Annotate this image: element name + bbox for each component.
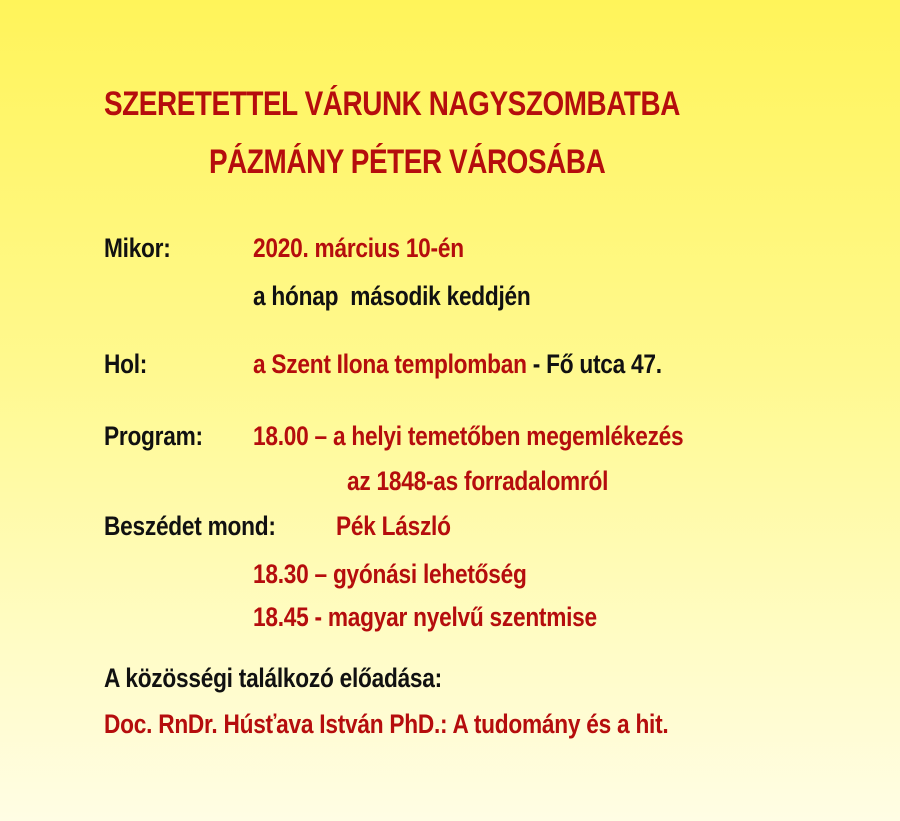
when-date: 2020. március 10-én	[253, 233, 464, 263]
title-line-1: SZERETETTEL VÁRUNK NAGYSZOMBATBA	[104, 85, 680, 123]
program-item-3: 18.45 - magyar nyelvű szentmise	[253, 602, 597, 632]
speaker-label: Beszédet mond:	[104, 511, 276, 541]
program-item-2: 18.30 – gyónási lehetőség	[253, 559, 527, 589]
where-place: a Szent Ilona templomban	[253, 349, 527, 379]
where-label: Hol:	[104, 349, 148, 379]
speaker-name: Pék László	[336, 511, 451, 541]
lecture-text: Doc. RnDr. Húsťava István PhD.: A tudomány és a hit.	[104, 709, 669, 739]
where-line	[253, 348, 662, 380]
program-item-1-line-1: 18.00 – a helyi temetőben megemlékezés	[253, 421, 684, 451]
program-label: Program:	[104, 421, 203, 451]
title-line-2: PÁZMÁNY PÉTER VÁROSÁBA	[209, 143, 606, 181]
where-address: - Fő utca 47.	[526, 349, 662, 379]
lecture-heading: A közösségi találkozó előadása:	[104, 663, 442, 693]
program-item-1-line-2: az 1848-as forradalomról	[347, 466, 609, 496]
when-note: a hónap második keddjén	[253, 281, 531, 311]
when-label: Mikor:	[104, 233, 171, 263]
